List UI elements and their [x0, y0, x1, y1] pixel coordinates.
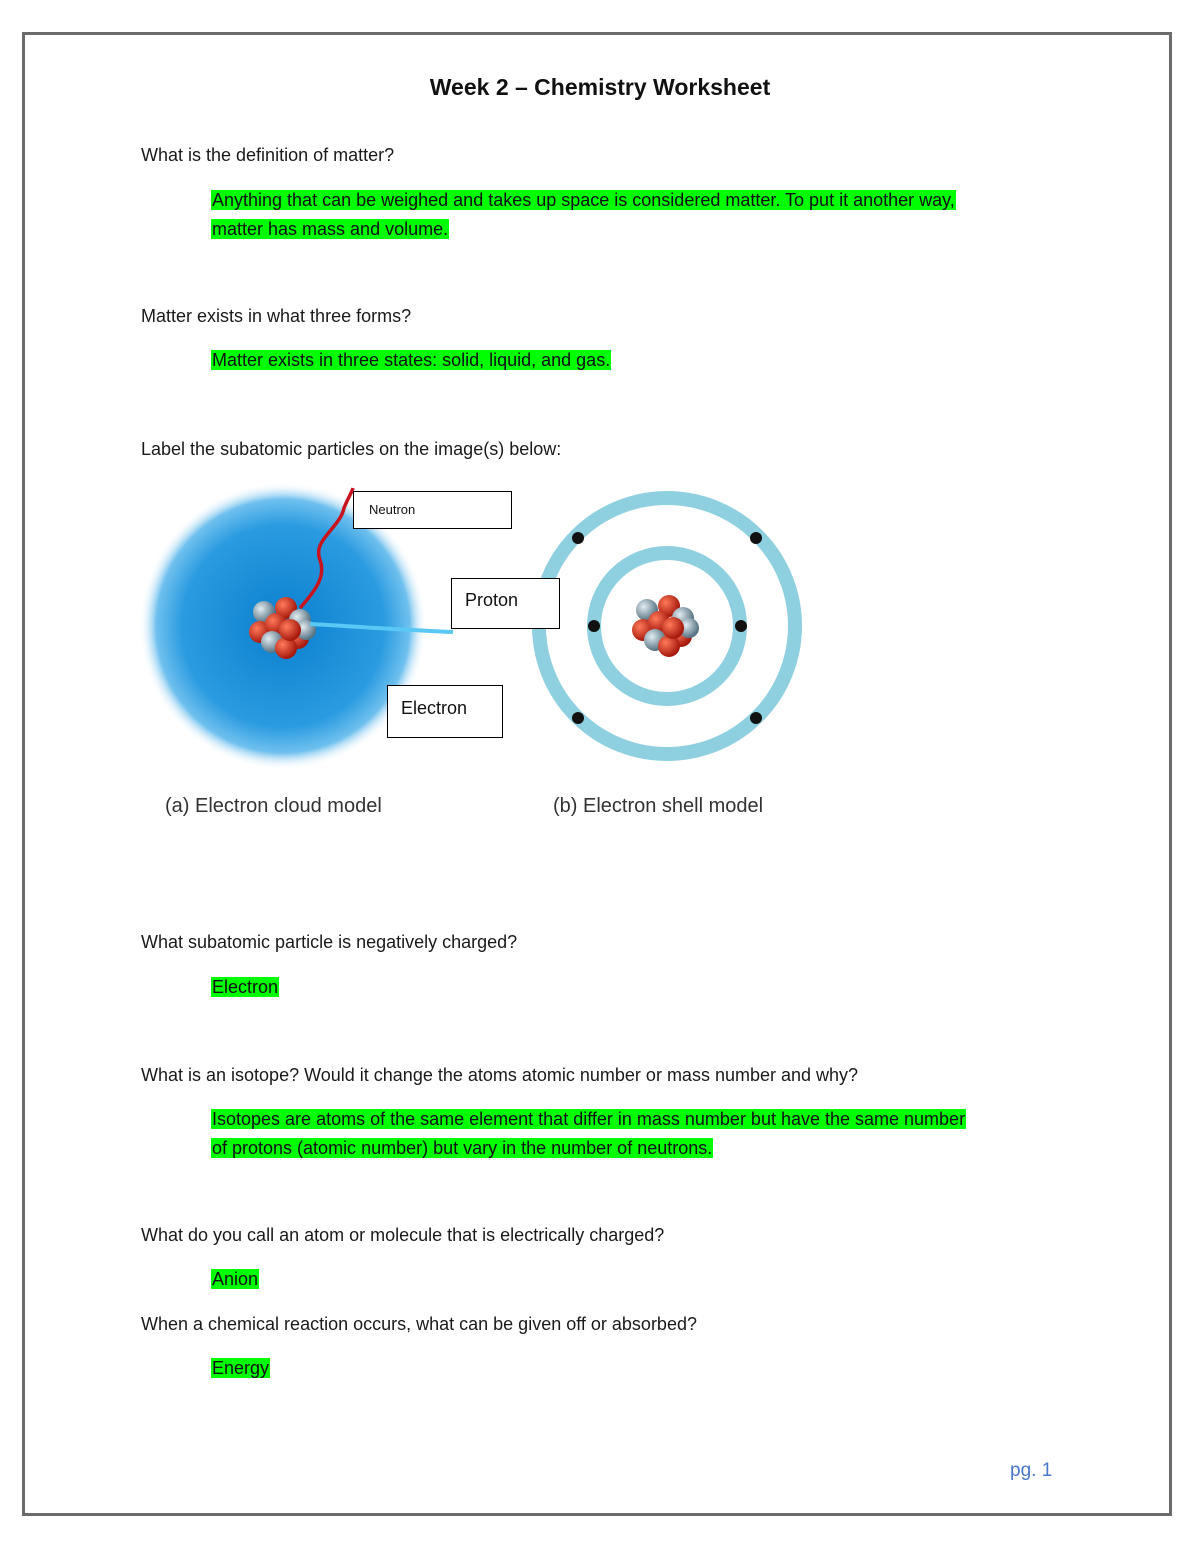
worksheet-title: Week 2 – Chemistry Worksheet [429, 74, 771, 100]
caption-cloud-model: (a) Electron cloud model [165, 795, 382, 817]
answer-negative-particle [211, 973, 279, 1002]
answer-chemical-reaction [211, 1354, 270, 1383]
proton-label: Proton [465, 590, 519, 610]
neutron-label: Neutron [369, 502, 416, 517]
answer-line: Isotopes are atoms of the same element that differ in mass number but have the same number [212, 1109, 966, 1129]
proton-label-box [451, 578, 560, 629]
answer-matter-definition [211, 186, 956, 244]
answer-line: Matter exists in three states: solid, liquid, and gas. [212, 350, 611, 370]
question-matter-forms: Matter exists in what three forms? [141, 306, 412, 326]
answer-matter-forms [211, 346, 611, 375]
answer-line: Anion [212, 1269, 259, 1289]
answer-charged-atom [211, 1265, 259, 1294]
answer-line: of protons (atomic number) but vary in the number of neutrons. [212, 1138, 713, 1158]
question-isotope: What is an isotope? Would it change the atoms atomic number or mass number and why? [141, 1065, 859, 1085]
answer-line: Electron [212, 977, 279, 997]
electron-dot [588, 620, 600, 632]
answer-line: matter has mass and volume. [212, 219, 449, 239]
answer-isotope [211, 1105, 966, 1163]
nucleus-shell-model [632, 595, 699, 657]
question-negative-particle: What subatomic particle is negatively charged? [141, 932, 518, 952]
electron-dot [750, 532, 762, 544]
electron-dot [735, 620, 747, 632]
electron-dot [572, 532, 584, 544]
question-charged-atom: What do you call an atom or molecule that is electrically charged? [141, 1225, 665, 1245]
question-matter-definition: What is the definition of matter? [141, 145, 395, 165]
question-chemical-reaction: When a chemical reaction occurs, what can be given off or absorbed? [141, 1314, 697, 1334]
question-label-particles: Label the subatomic particles on the image(s) below: [141, 439, 562, 459]
page-number: pg. 1 [1010, 1460, 1053, 1481]
electron-dot [750, 712, 762, 724]
electron-dot [572, 712, 584, 724]
answer-line: Anything that can be weighed and takes up space is considered matter. To put it another way, [212, 190, 955, 210]
electron-label: Electron [401, 698, 468, 718]
electron-label-box [387, 685, 503, 738]
atom-models-figure [0, 480, 1200, 840]
caption-shell-model: (b) Electron shell model [553, 795, 764, 817]
neutron-label-box [353, 491, 512, 529]
answer-line: Energy [212, 1358, 270, 1378]
